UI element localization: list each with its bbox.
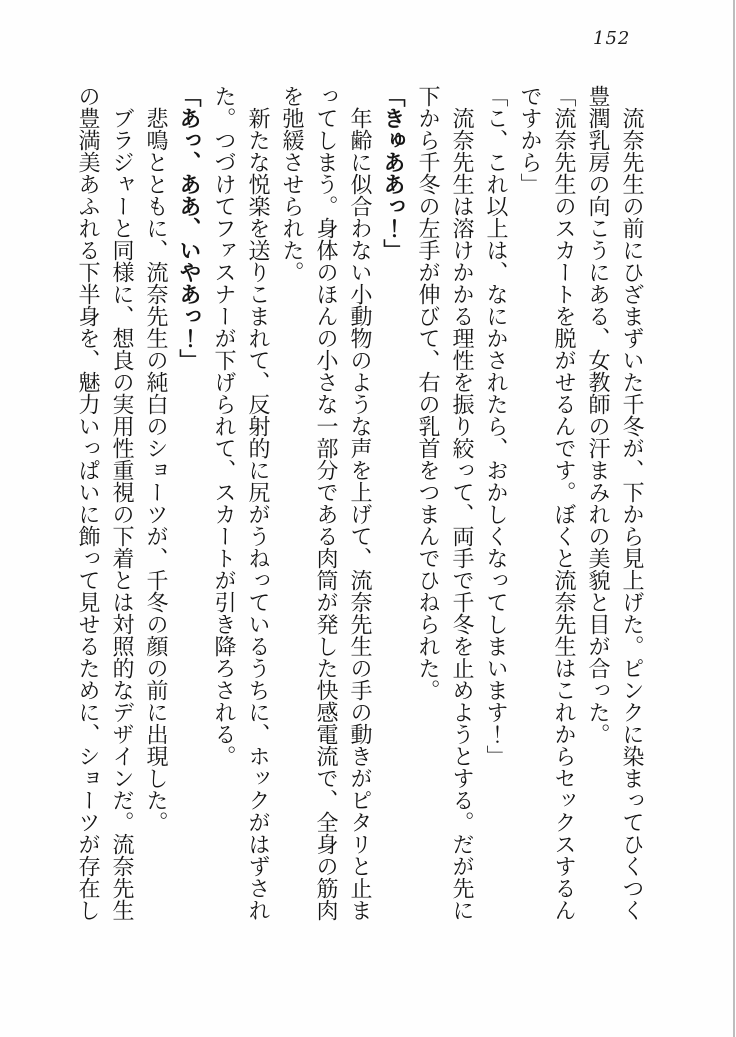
text-line: の豊満美あふれる下半身を、魅力いっぱいに飾って見せるために、ショーツが存在し	[75, 85, 100, 921]
text-line: 流奈先生は溶けかかる理性を振り絞って、両手で千冬を止めようとする。だが先に	[449, 107, 474, 921]
text-block	[70, 85, 648, 921]
text-line: 豊潤乳房の向こうにある、女教師の汗まみれの美貌と目が合った。	[585, 85, 610, 745]
text-line: 「きゅああっ！」	[380, 85, 406, 261]
page-number: 152	[593, 28, 631, 49]
text-line: 新たな悦楽を送りこまれて、反射的に尻がうねっているうちに、ホックがはずされ	[245, 107, 270, 921]
text-line: を弛緩させられた。	[279, 85, 304, 283]
text-line: 悲鳴とともに、流奈先生の純白のショーツが、千冬の顔の前に出現した。	[143, 107, 168, 833]
page-edge-shadow	[733, 0, 735, 1037]
text-line: ブラジャーと同様に、想良の実用性重視の下着とは対照的なデザインだ。流奈先生	[109, 107, 134, 921]
text-line: 「こ、これ以上は、なにかされたら、おかしくなってしまいます！」	[483, 85, 508, 767]
text-line: ってしまう。身体のほんの小さな一部分である肉筒が発した快感電流で、全身の筋肉	[313, 85, 338, 921]
text-line: 「あっ、ああ、いやあっ！」	[176, 85, 202, 371]
text-line: 年齢に似合わない小動物のような声を上げて、流奈先生の手の動きがピタリと止ま	[347, 107, 372, 921]
text-line: ですから」	[517, 85, 542, 195]
text-line: 下から千冬の左手が伸びて、右の乳首をつまんでひねられた。	[415, 85, 440, 701]
text-line: た。つづけてファスナーが下げられて、スカートが引き降ろされる。	[211, 85, 236, 767]
text-line: 「流奈先生のスカートを脱がせるんです。ぼくと流奈先生はこれからセックスするん	[551, 85, 576, 921]
text-line: 流奈先生の前にひざまずいた千冬が、下から見上げた。ピンクに染まってひくつく	[619, 107, 644, 921]
